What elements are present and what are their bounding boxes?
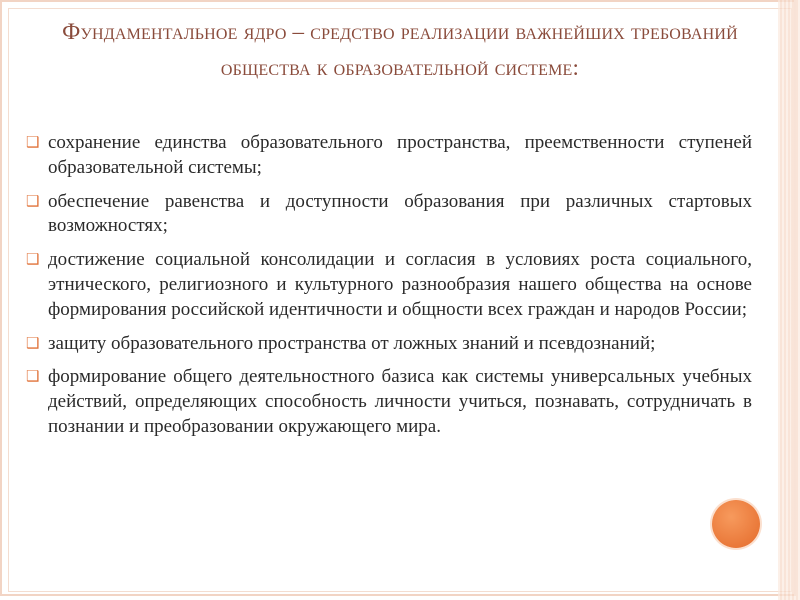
- bullet-text: защиту образовательного пространства от ложных знаний и псевдознаний;: [48, 332, 656, 354]
- list-item: [22, 131, 752, 181]
- bullet-list: [22, 131, 752, 449]
- bullet-text: обеспечение равенства и доступности образования при различных стартовых возможностях;: [48, 190, 752, 237]
- bullet-icon: ❑: [26, 135, 40, 151]
- bullet-text: сохранение единства образовательного пространства, преемственности ступеней образовательной системы;: [48, 132, 752, 178]
- list-item: [22, 248, 752, 322]
- slide-title: Фундаментальное ядро – средство реализации важнейших требований общества к образовательной системе:: [62, 19, 738, 80]
- list-item: [22, 332, 752, 357]
- bullet-text: формирование общего деятельностного базиса как системы универсальных учебных действий, определяющих способность личности учиться, познавать, сотрудничать в познании и преобразовании окружающего мира.: [48, 366, 752, 437]
- next-slide-circle-button[interactable]: [712, 500, 760, 548]
- list-item: [22, 365, 752, 439]
- bullet-icon: ❑: [26, 193, 40, 210]
- bullet-icon: ❑: [26, 252, 40, 269]
- bullet-text: достижение социальной консолидации и согласия в условиях роста социального, этнического, религиозного и культурного разнообразия нашего общества на основе формирования российской идентичности и общности всех граждан и народов России;: [48, 249, 752, 320]
- decorative-side-band: [778, 0, 800, 600]
- bullet-icon: ❑: [26, 369, 40, 386]
- list-item: [22, 190, 752, 240]
- bullet-icon: ❑: [26, 335, 40, 352]
